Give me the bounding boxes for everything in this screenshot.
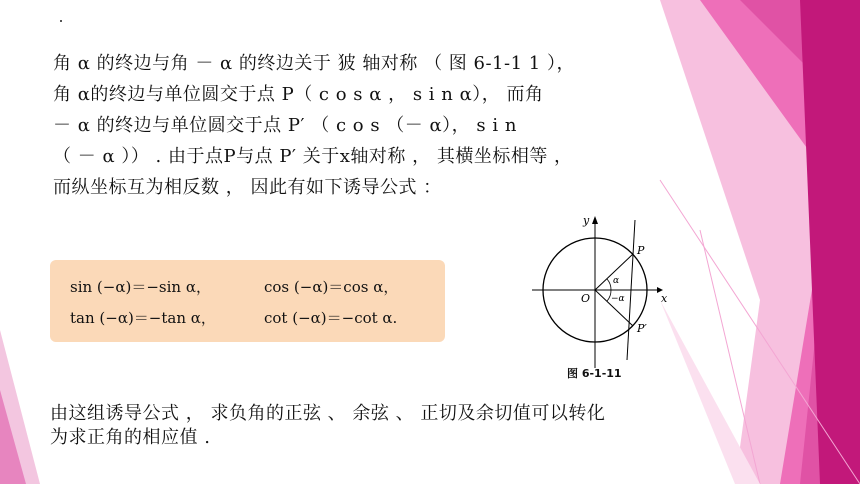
label-origin: O <box>581 292 591 305</box>
formula-cos: cos (−α)＝cos α， <box>264 278 399 296</box>
label-neg-alpha: −α <box>611 294 625 304</box>
paragraph-line-2: 角 α的终边与单位圆交于点 P（ c o s α ， s i n α）， 而角 <box>53 84 544 105</box>
figure-caption: 图 6-1-11 <box>567 367 622 380</box>
main-paragraph <box>53 48 733 203</box>
label-p: P <box>637 244 645 257</box>
small-dot <box>60 20 62 22</box>
y-axis-arrow <box>592 216 598 224</box>
formula-sin: sin (−α)＝−sin α， <box>70 278 211 296</box>
formula-cot: cot (−α)＝−cot α. <box>264 309 398 327</box>
label-x: x <box>661 292 668 305</box>
label-p-prime: P′ <box>637 322 647 335</box>
conclusion-line-2: 为求正角的相应值 . <box>50 427 211 448</box>
formula-box <box>50 260 445 342</box>
formula-row-1 <box>70 276 399 297</box>
paragraph-line-5: 而纵坐标互为相反数 ， 因此有如下诱导公式 ： <box>53 177 442 198</box>
paragraph-line-3: － α 的终边与单位圆交于点 P′ （ c o s （－ α）， s i n <box>53 115 517 136</box>
unit-circle-figure <box>527 210 677 380</box>
label-alpha: α <box>613 276 620 286</box>
paragraph-line-1: 角 α 的终边与角 － α 的终边关于 狓 轴对称 （ 图 6-1-1 1 ）， <box>53 53 575 74</box>
formula-tan: tan (−α)＝−tan α， <box>70 309 216 327</box>
label-y: y <box>583 214 590 227</box>
paragraph-line-4: （ － α ）） . 由于点P与点 P′ 关于x轴对称 ， 其横坐标相等 ， <box>53 146 573 167</box>
conclusion-paragraph <box>50 402 730 450</box>
formula-row-2 <box>70 307 398 328</box>
conclusion-line-1: 由这组诱导公式 ， 求负角的正弦 、 余弦 、 正切及余切值可以转化 <box>50 403 606 424</box>
angle-arc-positive <box>607 279 611 290</box>
